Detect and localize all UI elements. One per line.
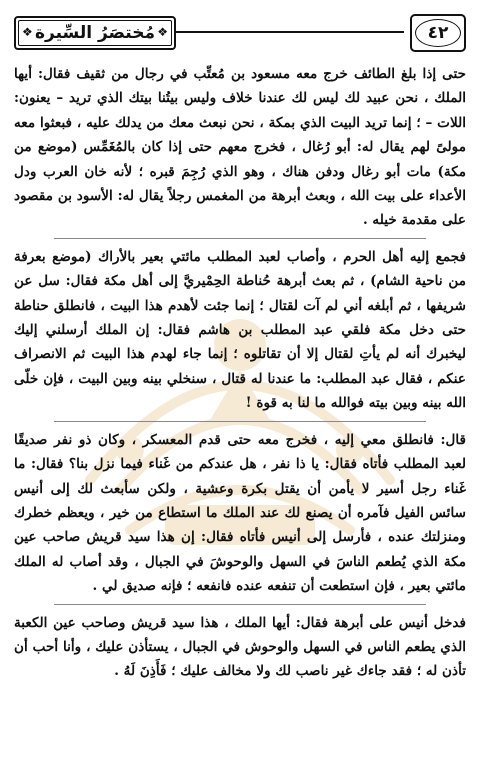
title-ornament-icon: ❖ [157, 25, 168, 39]
paragraph-1: حتى إذا بلغ الطائف خرج معه مسعود بن مُعتِّب في رجال من ثقيف فقال: أيها الملك ، نحن عبيد لك ليس لك عندنا خلاف وليس بيتُنا بيتك الذي تريد – يعنون: اللات – ؛ إنما تريد البيت الذي بمكة ، نحن نبعث معك من يدلك عليه ، فبعثوا معه مولىً لهم يقال له: أبو رُغال ، فخرج معهم حتى إذا كان بالمُغَمِّس (موضع من مكة) مات أبو رغال ودفن هناك ، وهو الذي رُجِمَ قبره ؛ لأنه خان العرب ودل الأعداء على بيت الله ، وبعث أبرهة من المغمس رجلاً يقال له: الأسود بن مقصود على مقدمة خيله . [14, 66, 466, 229]
paragraph-divider [54, 238, 426, 239]
title-ornament-icon: ❖ [22, 25, 33, 39]
paragraph-3: قال: فانطلق معي إليه ، فخرج معه حتى قدم المعسكر ، وكان ذو نفر صديقًا لعبد المطلب فأتاه فقال: يا ذا نفر ، هل عندكم من غَناء فيما نزل بنا؟ فقال: ما غَناء رجل أسير لا يأمن أن يقتل بكرة وعشية ، ولكن سأبعث لك إلى أنيس سائس الفيل فآمره أن يصنع لك عند الملك ما استطاع من خير ، ويعظم خطرك ومنزلتك عنده ، فأرسل إلى أنيس فأتاه فقال: إن هذا سيد قريش صاحب عين مكة الذي يُطعم الناسَ في السهل والوحوشَ في الجبال ، وقد أصاب له الملك مائتي بعير ، فإن استطعت أن تنفعه عنده فانفعه ؛ فإنه صديق لي . [14, 431, 466, 595]
page-number: ٤٢ [415, 19, 461, 47]
paragraph-divider [54, 421, 426, 422]
book-title-frame [14, 16, 176, 50]
body-text [14, 62, 466, 684]
page-number-frame [410, 14, 466, 52]
paragraph-2: فجمع إليه أهل الحرم ، وأصاب لعبد المطلب مائتي بعير بالأراك (موضع بعرفة من ناحية الشام) ، ثم بعث أبرهة حُناطة الحِمْيريَّ إلى أهل مكة فقال: سل عن شريفها ، ثم أبلغه أني لم آت لقتال ؛ إنما جئت لأهدم هذا البيت ، فانطلق حناطة حتى دخل مكة فلقي عبد المطلب بن هاشم فقال: إن الملك أرسلني إليك ليخبرك أنه لم يأتِ لقتال إلا أن تقاتلوه ؛ إنما جاء لهدم هذا البيت ثم الانصراف عنكم ، فقال عبد المطلب: ما عندنا له قتال ، سنخلي بينه وبين البيت ، فإن خلّى الله بينه وبين بيته فوالله ما لنا به قوة ! [14, 248, 466, 412]
header-rule [174, 31, 404, 33]
page-header [14, 12, 466, 52]
paragraph-divider [54, 604, 426, 605]
paragraph-4: فدخل أنيس على أبرهة فقال: أيها الملك ، هذا سيد قريش وصاحب عين الكعبة الذي يطعم الناس في السهل والوحوش في الجبال ، يستأذن عليك ، وأنا أحب أن تأذن له ؛ فقد جاءك غير ناصب لك ولا مخالف عليك ؛ فَأَذِنَ لَهُ . [14, 614, 466, 680]
book-title: مُختصَرُ السِّيرة [34, 23, 156, 43]
